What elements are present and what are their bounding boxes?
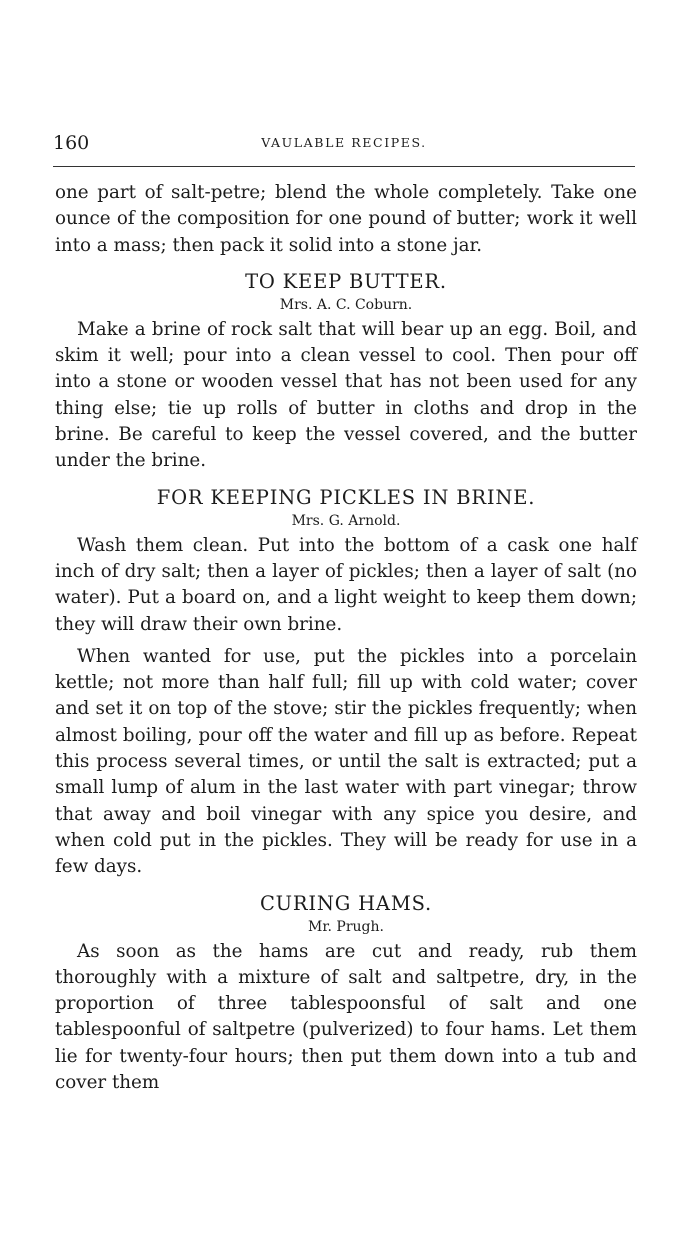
section-author: Mrs. A. C. Coburn.: [279, 296, 413, 313]
header-rule: [53, 166, 635, 167]
section-title-keep-butter: TO KEEP BUTTER.: [245, 269, 447, 293]
page-header: [53, 132, 635, 154]
recipe-paragraph: Wash them clean. Put into the bottom of a cask one half inch of dry salt; then a layer of pickles; then a layer of salt (no water). Put a board on, and a light weight to keep them down; they will draw their own brine.: [55, 534, 637, 635]
page-number: 160: [53, 132, 90, 154]
continuation-paragraph: one part of salt-petre; blend the whole completely. Take one ounce of the composition for one pound of butter; work it well into a mass; then pack it solid into a stone jar.: [55, 182, 637, 256]
body-text: [55, 180, 637, 1096]
recipe-paragraph: Make a brine of rock salt that will bear up an egg. Boil, and skim it well; pour into a clean vessel to cool. Then pour off into a stone or wooden vessel that has not been used for any thing else; tie up rolls of butter in cloths and drop in the brine. Be careful to keep the vessel covered, and the butter under the brine.: [55, 318, 637, 472]
section-title-curing-hams: CURING HAMS.: [259, 891, 433, 915]
section-title-pickles-in-brine: FOR KEEPING PICKLES IN BRINE.: [156, 485, 536, 509]
section-author: Mrs. G. Arnold.: [291, 512, 401, 529]
recipe-paragraph: When wanted for use, put the pickles into a porcelain kettle; not more than half full; fill up with cold water; cover and set it on top of the stove; stir the pickles frequently; when almost boiling, pour off the water and fill up as before. Repeat this process several times, or until the salt is extracted; put a small lump of alum in the last water with part vinegar; throw that away and boil vinegar with any spice you desire, and when cold put in the pickles. They will be ready for use in a few days.: [55, 645, 637, 878]
recipe-paragraph: As soon as the hams are cut and ready, rub them thoroughly with a mixture of salt and saltpetre, dry, in the proportion of three tablespoonsful of salt and one tablespoonful of saltpetre (pulverized) to four hams. Let them lie for twenty-four hours; then put them down into a tub and cover them: [55, 940, 637, 1094]
section-author: Mr. Prugh.: [308, 918, 384, 935]
running-title: VAULABLE RECIPES.: [261, 135, 427, 150]
